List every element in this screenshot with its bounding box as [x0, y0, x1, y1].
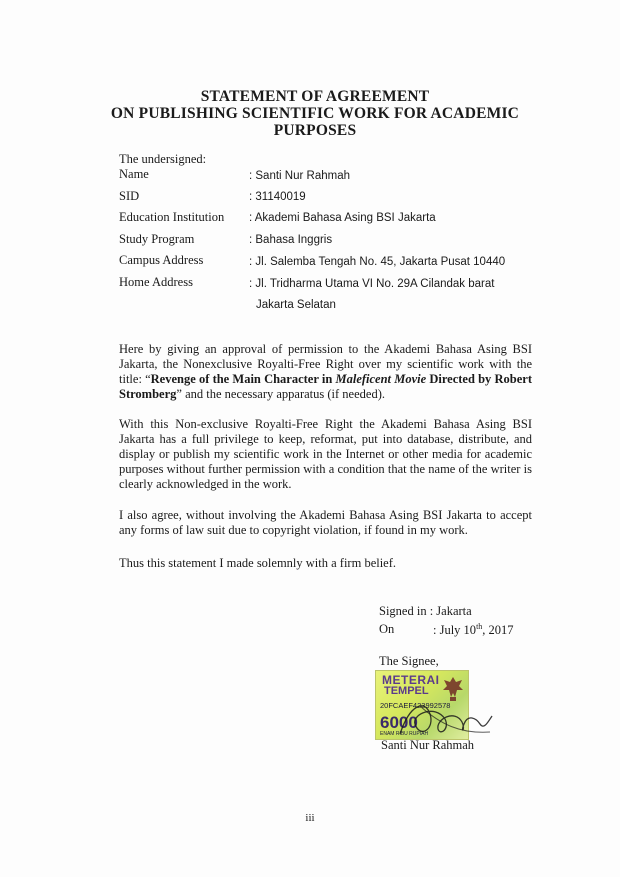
work-title-bold-2: Directed by Robert [426, 372, 532, 386]
paragraph-law-suit [119, 508, 532, 538]
field-value-campus-address: : Jl. Salemba Tengah No. 45, Jakarta Pusat 10440 [249, 256, 506, 268]
stamp-text-tempel: TEMPEL [384, 685, 429, 697]
stamp-serial: 20FCAEF423992578 [380, 701, 451, 710]
stamp-text-meterai: METERAI [382, 673, 440, 687]
signed-on-date: : July 10th, 2017 [433, 622, 514, 638]
field-value-study-program: : Bahasa Inggris [249, 234, 333, 246]
signed-in-value: : Jakarta [429, 604, 472, 618]
work-title-bold-1: Revenge of the Main Character in [150, 372, 336, 386]
stamp-value: 6000 [380, 713, 418, 732]
field-label-sid: SID [119, 189, 140, 203]
title-quote-close: ” and the necessary apparatus (if needed). [176, 387, 385, 401]
signee-name: Santi Nur Rahmah [381, 738, 475, 752]
field-value-sid: : 31140019 [249, 191, 306, 203]
document-title-line-2: ON PUBLISHING SCIENTIFIC WORK FOR ACADEMIC [110, 105, 520, 122]
work-title-bold-3: Stromberg [119, 387, 177, 401]
field-label-campus-address: Campus Address [119, 253, 204, 267]
document-title-line-1: STATEMENT OF AGREEMENT [200, 88, 430, 105]
paragraph-privilege-line-4: purposes without further permission with a condition that the name of the writer is [119, 462, 532, 476]
field-label-institution: Education Institution [119, 210, 225, 224]
document-title-line-3: PURPOSES [273, 122, 357, 139]
work-title-bold-italic: Maleficent Movie [335, 372, 427, 386]
paragraph-law-suit-line-1: I also agree, without involving the Akademi Bahasa Asing BSI Jakarta to accept [119, 508, 532, 522]
signee-label: The Signee, [379, 654, 439, 668]
field-label-study-program: Study Program [119, 232, 195, 246]
signed-in-label: Signed in : Jakarta [379, 604, 472, 618]
stamp-value-words: ENAM RIBU RUPIAH [380, 731, 429, 737]
paragraph-privilege-line-1: With this Non-exclusive Royalti-Free Right the Akademi Bahasa Asing BSI [119, 417, 532, 431]
page-number: iii [305, 812, 315, 824]
paragraph-permission-line-2: Jakarta, the Nonexclusive Royalti-Free Right over my scientific work with the [119, 357, 532, 371]
paragraph-privilege-line-2: Jakarta has a full privilege to keep, reformat, put into database, distribute, and [119, 432, 532, 446]
paragraph-closing: Thus this statement I made solemnly with a firm belief. [119, 556, 397, 570]
paragraph-law-suit-line-2: any forms of law suit due to copyright violation, if found in my work. [119, 523, 468, 537]
paragraph-permission [119, 342, 532, 402]
field-value-home-address: : Jl. Tridharma Utama VI No. 29A Cilandak barat [249, 278, 495, 290]
field-value-institution: : Akademi Bahasa Asing BSI Jakarta [249, 212, 436, 224]
field-value-home-address-line-2: Jakarta Selatan [256, 299, 336, 311]
paragraph-privilege-line-3: display or publish my scientific work in the Internet or other media for academic [119, 447, 532, 461]
undersigned-intro: The undersigned: [119, 152, 207, 166]
paragraph-permission-line-3 [119, 372, 532, 387]
field-label-name: Name [119, 167, 149, 181]
paragraph-privilege [119, 417, 532, 492]
signed-on-label: On [379, 622, 395, 636]
title-quote-open: title: “ [119, 372, 151, 386]
paragraph-permission-line-4 [119, 387, 532, 402]
field-label-home-address: Home Address [119, 275, 193, 289]
field-value-name: : Santi Nur Rahmah [249, 170, 350, 182]
paragraph-privilege-line-5: clearly acknowledged in the work. [119, 477, 292, 491]
paragraph-permission-line-1: Here by giving an approval of permission to the Akademi Bahasa Asing BSI [119, 342, 532, 356]
